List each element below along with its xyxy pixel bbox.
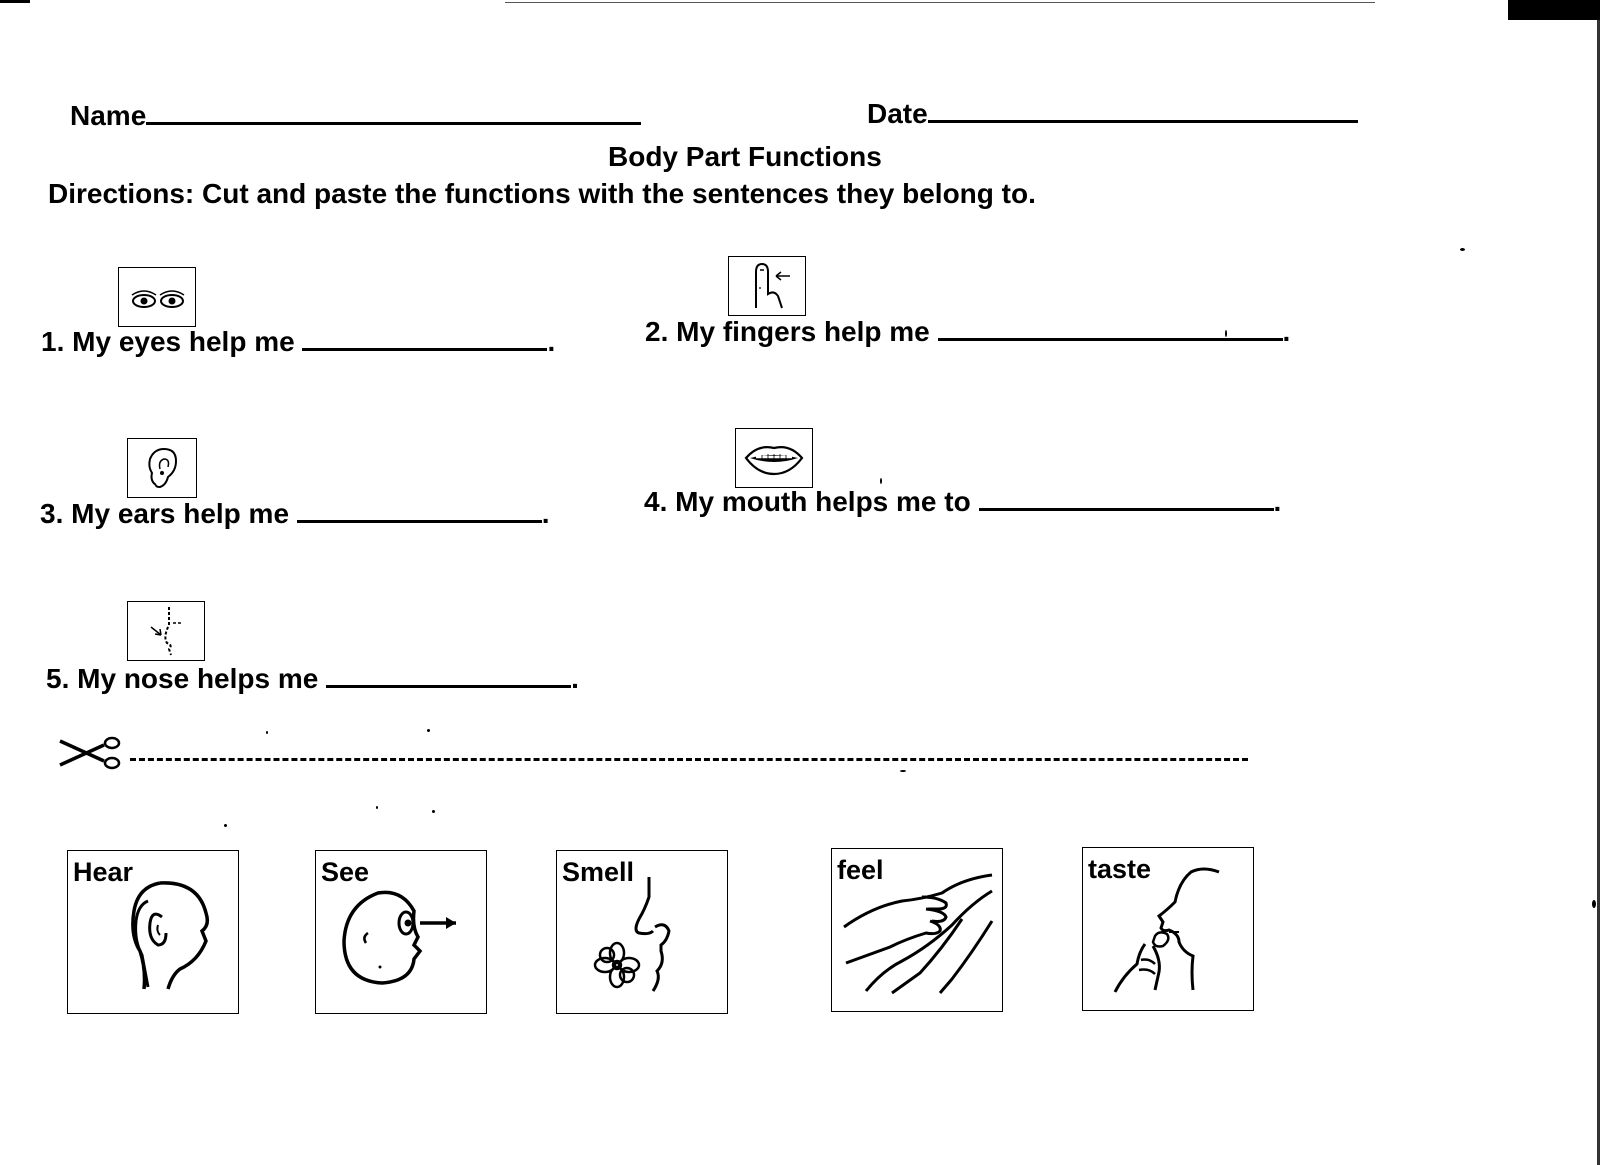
finger-symbol-box — [728, 256, 806, 316]
nose-icon — [131, 603, 201, 659]
date-label: Date — [867, 98, 1358, 128]
scan-speck — [1460, 248, 1465, 251]
card-hear[interactable] — [67, 850, 239, 1014]
page-title: Body Part Functions — [608, 141, 882, 172]
answer-blank-5[interactable] — [326, 663, 571, 688]
date-field[interactable] — [928, 98, 1358, 123]
smelling-icon — [557, 851, 727, 1013]
scan-speck — [900, 770, 906, 772]
nose-symbol-box — [127, 601, 205, 661]
scan-speck — [266, 731, 268, 734]
scan-speck — [427, 729, 430, 732]
eyes-icon — [122, 277, 192, 317]
mouth-icon — [738, 432, 810, 484]
answer-blank-1[interactable] — [302, 326, 547, 351]
sentence-5: 5. My nose helps me . — [46, 663, 579, 694]
scan-speck — [880, 478, 882, 484]
scan-speck — [1225, 330, 1227, 337]
tasting-icon — [1083, 848, 1253, 1010]
card-feel[interactable] — [831, 848, 1003, 1012]
hearing-icon — [68, 851, 238, 1013]
seeing-icon — [316, 851, 486, 1013]
ear-symbol-box — [127, 438, 197, 498]
mouth-symbol-box — [735, 428, 813, 488]
scan-speck — [1592, 900, 1596, 908]
scissors-icon — [58, 735, 124, 771]
card-smell[interactable] — [556, 850, 728, 1014]
name-label: Name — [70, 100, 641, 130]
answer-blank-4[interactable] — [979, 486, 1274, 511]
sentence-4: 4. My mouth helps me to . — [644, 486, 1282, 517]
scan-speck — [376, 806, 378, 809]
sentence-2: 2. My fingers help me . — [645, 316, 1291, 347]
scan-edge-line-top — [505, 2, 1375, 3]
card-hear-label: Hear — [73, 857, 134, 887]
finger-icon — [732, 258, 802, 314]
card-see-label: See — [321, 857, 370, 887]
scan-speck — [432, 810, 435, 813]
answer-blank-2[interactable] — [938, 316, 1283, 341]
scan-edge-mark-right — [1508, 0, 1600, 20]
card-smell-label: Smell — [562, 857, 635, 887]
name-field[interactable] — [146, 100, 641, 125]
card-see[interactable] — [315, 850, 487, 1014]
directions-text: Directions: Cut and paste the functions with the sentences they belong to. — [48, 178, 1036, 209]
ear-icon — [132, 441, 192, 495]
cut-line[interactable] — [130, 758, 1248, 761]
sentence-3: 3. My ears help me . — [40, 498, 550, 529]
card-taste-label: taste — [1088, 854, 1152, 884]
scan-speck — [224, 824, 227, 827]
sentence-1: 1. My eyes help me . — [41, 326, 556, 357]
touching-icon — [832, 849, 1002, 1011]
card-taste[interactable] — [1082, 847, 1254, 1011]
scan-edge-mark-left — [0, 0, 30, 3]
eyes-symbol-box — [118, 267, 196, 327]
card-feel-label: feel — [837, 855, 884, 885]
answer-blank-3[interactable] — [297, 498, 542, 523]
